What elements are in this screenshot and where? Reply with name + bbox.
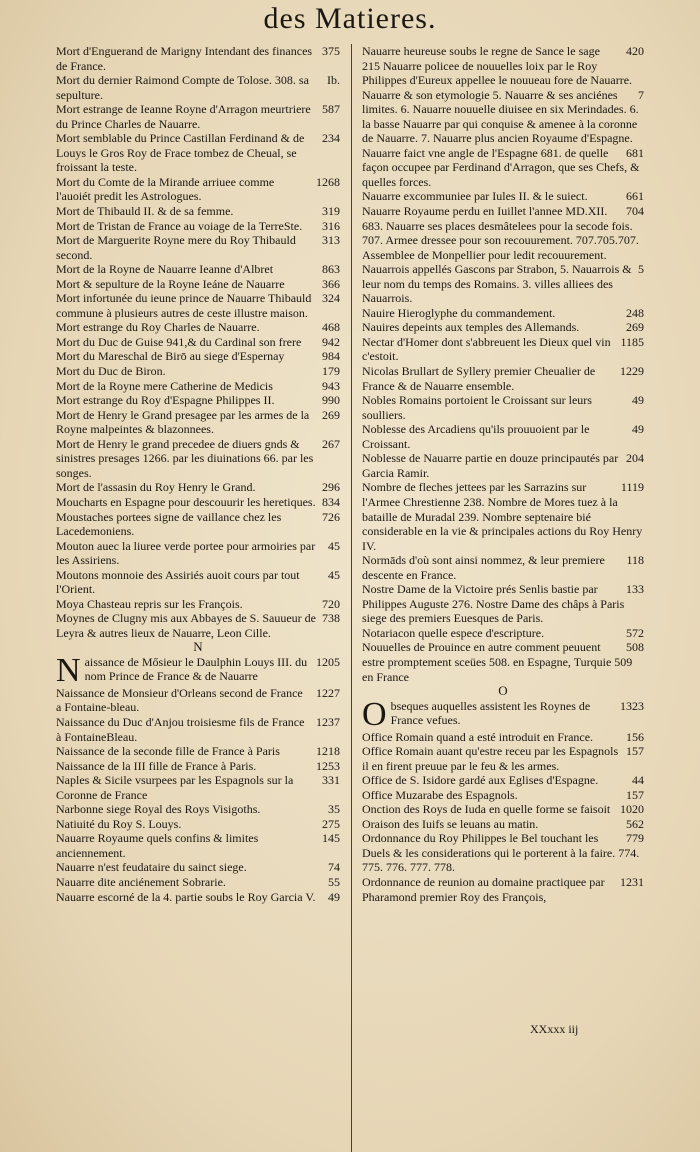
entry-text: bseques auquelles assistent les Roynes de France vefues.	[390, 698, 591, 728]
index-entry	[56, 611, 340, 640]
entry-text: Notariacon quelle espece d'escripture.	[362, 625, 545, 640]
index-entry	[56, 831, 340, 860]
entry-text: Mort d'Enguerand de Marigny Intendant des finances de France.	[56, 44, 313, 73]
page-number: Ib.	[327, 73, 340, 88]
entry-text: Mort de Tristan de France au voiage de la TerreSte.	[56, 218, 303, 233]
entry-text: Mort estrange du Roy Charles de Nauarre.	[56, 320, 260, 335]
entry-text: Noblesse de Nauarre partie en douze principautés par Garcia Ramir.	[362, 451, 619, 480]
page-number: 234	[322, 131, 340, 146]
page-number: 133	[626, 582, 644, 597]
index-entry	[56, 890, 340, 905]
index-entry	[56, 364, 340, 379]
index-entry	[56, 73, 340, 102]
page-number: 420	[626, 44, 644, 58]
page-number: 990	[322, 393, 340, 408]
page-number: 296	[322, 480, 340, 495]
entry-text: Nombre de fleches jettees par les Sarrazins sur l'Armee Chrestienne 238. Nombre de Mores tuez à la bataille de Muradal 239. Nombre septenaire bié considerable en la vie & principales actions du Roy Henry IV.	[362, 480, 643, 553]
page-number: 44	[632, 773, 644, 788]
page-number: 834	[322, 494, 340, 509]
entry-text: Naissance de la III fille de France à Paris.	[56, 758, 257, 773]
index-entry	[362, 88, 644, 146]
index-entry	[56, 437, 340, 481]
index-entry	[362, 204, 644, 262]
index-entry	[362, 730, 644, 745]
index-entry	[362, 773, 644, 788]
index-entry	[56, 817, 340, 832]
page-number: 562	[626, 816, 644, 831]
index-entry	[56, 568, 340, 597]
page-number: 157	[626, 787, 644, 802]
entry-text: Mort infortunée du ieune prince de Nauarre Thibauld commune à plusieurs autres de ceste illustre maison.	[56, 291, 312, 320]
page-number: 248	[626, 305, 644, 320]
entry-text: Moutons monnoie des Assiriés auoit cours par tout l'Orient.	[56, 567, 300, 597]
entry-text: Naissance de Monsieur d'Orleans second de France a Fontaine-bleau.	[56, 685, 303, 715]
index-entry	[56, 759, 340, 774]
index-entry	[56, 379, 340, 394]
entry-text: Nouuelles de Prouince en autre comment peuuent estre promptement sceües 508. en Espagne, Turquie 509 en France	[362, 640, 633, 684]
index-entry	[56, 408, 340, 437]
index-entry	[56, 320, 340, 335]
page-number: 863	[322, 262, 340, 277]
index-entry	[362, 320, 644, 335]
index-entry	[362, 788, 644, 803]
index-entry	[362, 582, 644, 626]
page-number: 319	[322, 204, 340, 219]
entry-text: Mort du Duc de Guise 941,& du Cardinal son frere	[56, 334, 302, 349]
entry-text: Naples & Sicile vsurpees par les Espagnols sur la Coronne de France	[56, 773, 294, 802]
page-number: 984	[322, 349, 340, 364]
index-entry	[56, 875, 340, 890]
index-entry	[362, 695, 644, 733]
entry-text: Mort estrange du Roy d'Espagne Philippes II.	[56, 393, 275, 408]
page-number: 508	[626, 640, 644, 655]
entry-text: Nauarrois appellés Gascons par Strabon, 5. Nauarrois & leur nom du temps des Romains. 3. villes alliees des Nauarrois.	[362, 262, 632, 306]
page-number: 269	[322, 407, 340, 422]
page-number: 269	[626, 320, 644, 335]
entry-text: Natiuité du Roy S. Louys.	[56, 816, 182, 831]
entry-text: Naissance de la seconde fille de France à Paris	[56, 744, 280, 759]
page-number: 49	[632, 422, 644, 437]
index-entry	[362, 480, 644, 553]
index-entry	[362, 626, 644, 641]
index-entry	[56, 233, 340, 262]
entry-text: Nobles Romains portoient le Croissant sur leurs soulliers.	[362, 393, 592, 422]
index-entry	[362, 802, 644, 817]
index-entry	[56, 715, 340, 744]
page-number: 275	[322, 816, 340, 831]
page-number: 179	[322, 364, 340, 379]
page-number: 157	[626, 744, 644, 759]
entry-text: Nauarre excommuniee par Iules II. & le suiect.	[362, 189, 588, 204]
left-column	[56, 44, 340, 904]
index-entry	[362, 306, 644, 321]
entry-text: Ordonnance de reunion au domaine practiquee par Pharamond premier Roy des François,	[362, 875, 605, 904]
page-number: 366	[322, 276, 340, 291]
page-number: 468	[322, 320, 340, 335]
entry-text: Mort du Mareschal de Birō au siege d'Espernay	[56, 349, 285, 364]
index-entry	[362, 553, 644, 582]
entry-text: Mort du Comte de la Mirande arriuee comme l'auoiét predit les Astrologues.	[56, 174, 275, 204]
page-number: 1323	[620, 698, 644, 713]
index-entry	[56, 510, 340, 539]
entry-text: Office Romain quand a esté introduit en France.	[362, 729, 594, 744]
index-entry	[362, 335, 644, 364]
page-number: 49	[632, 393, 644, 408]
entry-text: Ordonnance du Roy Philippes le Bel touchant les Duels & les considerations qui le porterent à la faire. 774. 775. 776. 777. 778.	[362, 831, 640, 875]
page-number: 156	[626, 729, 644, 744]
entry-text: Moucharts en Espagne pour descouurir les heretiques.	[56, 494, 316, 509]
entry-text: Mort de Marguerite Royne mere du Roy Thibauld second.	[56, 233, 296, 262]
page-number: 45	[328, 538, 340, 553]
entry-text: Mort du Duc de Biron.	[56, 364, 166, 379]
page-number: 726	[322, 509, 340, 524]
entry-text: Nauarre n'est feudataire du sainct siege.	[56, 860, 247, 875]
entry-text: Mort de l'assasin du Roy Henry le Grand.	[56, 480, 256, 495]
page-number: 1229	[620, 364, 644, 379]
entry-text: Mort de la Royne mere Catherine de Medicis	[56, 378, 273, 393]
index-entry	[362, 831, 644, 875]
index-entry	[56, 860, 340, 875]
entry-text: Mort semblable du Prince Castillan Ferdinand & de Louys le Gros Roy de Frace tombez de Cheual, se froissant la teste.	[56, 131, 305, 175]
entry-text: Mort estrange de Ieanne Royne d'Arragon meurtriere du Prince Charles de Nauarre.	[56, 102, 311, 131]
entry-text: Nauarre Royaume perdu en Iuillet l'annee MD.XII. 683. Nauarre ses places desmâtelees pour la secode fois. 707. Armee dressee pour son recouurement. 707.705.707. Assemblee de Monpellier pour ledit recouurement.	[362, 204, 639, 262]
entry-text: Office Romain auant qu'estre receu par les Espagnols il en firent preuue par le feu & les armes.	[362, 744, 619, 773]
section-letter: O	[498, 683, 508, 699]
entry-text: Moustaches portees signe de vaillance chez les Lacedemoniens.	[56, 509, 282, 539]
page-number: 7	[638, 87, 644, 102]
entry-text: Moya Chasteau repris sur les François.	[56, 596, 243, 611]
entry-text: Moynes de Clugny mis aux Abbayes de S. Sauueur de Leyra & autres lieux de Nauarre, Leon Cille.	[56, 611, 316, 640]
entry-text: Mort de la Royne de Nauarre Ieanne d'Albret	[56, 262, 274, 277]
page-number: 331	[322, 773, 340, 788]
page-number: 35	[328, 802, 340, 817]
index-entry	[362, 364, 644, 393]
entry-text: Nauarre & son etymologie 5. Nauarre & ses anciénes limites. 6. Nauarre nouuelle diuisee en six Merindades. 6. la basse Nauarre par qui conquise & amenee à la coronne de Nauarre. 7. Nauarre plus ancien Royaume d'Espagne.	[362, 87, 639, 146]
index-entry	[362, 189, 644, 204]
index-entry	[362, 640, 644, 684]
page-title: des Matieres.	[263, 2, 437, 35]
entry-text: Noblesse des Arcadiens qu'ils prouuoient par le Croissant.	[362, 422, 590, 451]
entry-text: Nauires depeints aux temples des Allemands.	[362, 320, 580, 335]
entry-text: Normāds d'où sont ainsi nommez, & leur premiere descente en France.	[362, 553, 605, 582]
index-entry	[56, 495, 340, 510]
index-entry	[56, 651, 340, 689]
page-number: 1253	[316, 758, 340, 773]
page-number: 49	[328, 889, 340, 904]
page-number: 1227	[316, 685, 340, 700]
page-number: 942	[322, 334, 340, 349]
index-entry	[56, 539, 340, 568]
page-number: 779	[626, 831, 644, 846]
index-entry	[362, 451, 644, 480]
signature-mark: XXxxx iij	[530, 1022, 579, 1036]
index-entry	[56, 480, 340, 495]
index-entry	[56, 393, 340, 408]
entry-text: Oraison des Iuifs se leuans au matin.	[362, 816, 539, 831]
page-number: 681	[626, 145, 644, 160]
page-number: 316	[322, 218, 340, 233]
page-number: 118	[626, 553, 644, 568]
page-number: 145	[322, 831, 340, 846]
index-entry	[362, 393, 644, 422]
page-number: 1268	[316, 174, 340, 189]
drop-cap: O	[362, 695, 387, 733]
page-number: 5	[638, 262, 644, 277]
entry-text: Nostre Dame de la Victoire prés Senlis bastie par Philippes Auguste 276. Nostre Dame des châps à Paris siege des premiers Euesques de Paris.	[362, 582, 625, 626]
entry-text: Mort de Henry le grand precedee de diuers gnds & sinistres presages 1266. par les diuinations 66. par les songes.	[56, 436, 314, 480]
index-entry	[56, 175, 340, 204]
page-number: 1185	[620, 334, 644, 349]
page-number: 45	[328, 567, 340, 582]
entry-text: Nauarre dite anciénement Sobrarie.	[56, 875, 226, 890]
entry-text: Mouton auec la liuree verde portee pour armoiries par les Assiriens.	[56, 538, 316, 568]
page-number: 1218	[316, 744, 340, 759]
entry-text: Nauarre faict vne angle de l'Espagne 681. de quelle façon occupee par Ferdinand d'Arragon, que ses Chefs, & quelles forces.	[362, 145, 640, 189]
entry-text: Mort du dernier Raimond Compte de Tolose. 308. sa sepulture.	[56, 73, 309, 102]
section-letter: N	[193, 639, 203, 655]
page-number: 1237	[316, 715, 340, 730]
entry-text: Nectar d'Homer dont s'abbreuent les Dieux quel vin c'estoit.	[362, 334, 611, 364]
page-number: 74	[328, 860, 340, 875]
index-entry	[56, 44, 340, 73]
page-number: 55	[328, 875, 340, 890]
index-entry	[362, 744, 644, 773]
index-entry	[56, 291, 340, 320]
drop-cap: N	[56, 651, 81, 689]
index-entry	[56, 219, 340, 234]
entry-text: Nauarre Royaume quels confins & limites anciennement.	[56, 831, 259, 860]
index-entry	[56, 349, 340, 364]
page-number: 267	[322, 436, 340, 451]
page-number: 313	[322, 233, 340, 248]
page-number: 1119	[620, 480, 644, 495]
index-entry	[56, 204, 340, 219]
entry-text: Office Muzarabe des Espagnols.	[362, 787, 518, 802]
entry-text: Nicolas Brullart de Syllery premier Cheualier de France & de Nauarre ensemble.	[362, 364, 596, 393]
right-column	[362, 44, 644, 904]
index-entry	[56, 335, 340, 350]
page-number: 587	[322, 102, 340, 117]
page-number: 1020	[620, 802, 644, 817]
entry-text: aissance de Mősieur le Daulphin Louys III. du nom Prince de France & de Nauarre	[84, 654, 308, 684]
page-number: 720	[322, 596, 340, 611]
entry-text: Mort de Henry le Grand presagee par les armes de la Royne malpeintes & blazonnees.	[56, 407, 310, 437]
page-number: 661	[626, 189, 644, 204]
page-number: 738	[322, 611, 340, 626]
index-entry	[362, 44, 644, 88]
entry-text: Mort & sepulture de la Royne Ieáne de Nauarre	[56, 276, 285, 291]
page-number: 204	[626, 451, 644, 466]
entry-text: Office de S. Isidore gardé aux Eglises d'Espagne.	[362, 773, 599, 788]
page-number: 324	[322, 291, 340, 306]
index-entry	[56, 102, 340, 131]
entry-text: Nauire Hieroglyphe du commandement.	[362, 305, 556, 320]
page-number: 704	[626, 204, 644, 219]
index-entry	[56, 277, 340, 292]
page-number: 572	[626, 625, 644, 640]
page-number: 1205	[316, 654, 340, 669]
index-entry	[56, 744, 340, 759]
index-entry	[56, 262, 340, 277]
index-entry	[56, 773, 340, 802]
index-entry	[362, 422, 644, 451]
entry-text: Nauarre heureuse soubs le regne de Sance le sage 215 Nauarre policee de nouuelles loix par le Roy Philippes d'Eureux appellee le nouueau fore de Nauarre.	[362, 44, 633, 88]
index-entry	[56, 597, 340, 612]
entry-text: Onction des Roys de Iuda en quelle forme se faisoit	[362, 802, 611, 817]
entry-text: Mort de Thibauld II. & de sa femme.	[56, 204, 234, 219]
page-number: 943	[322, 378, 340, 393]
index-entry	[362, 146, 644, 190]
entry-text: Naissance du Duc d'Anjou troisiesme fils de France à FontaineBleau.	[56, 715, 305, 744]
entry-text: Nauarre escorné de la 4. partie soubs le Roy Garcia V.	[56, 889, 316, 904]
entry-text: Narbonne siege Royal des Roys Visigoths.	[56, 802, 261, 817]
index-entry	[56, 131, 340, 175]
page-number: 375	[322, 44, 340, 58]
column-divider	[351, 44, 352, 1152]
index-entry	[362, 817, 644, 832]
index-entry	[362, 262, 644, 306]
index-entry	[56, 802, 340, 817]
page-number: 1231	[620, 875, 644, 890]
index-entry	[362, 875, 644, 904]
index-entry	[56, 686, 340, 715]
